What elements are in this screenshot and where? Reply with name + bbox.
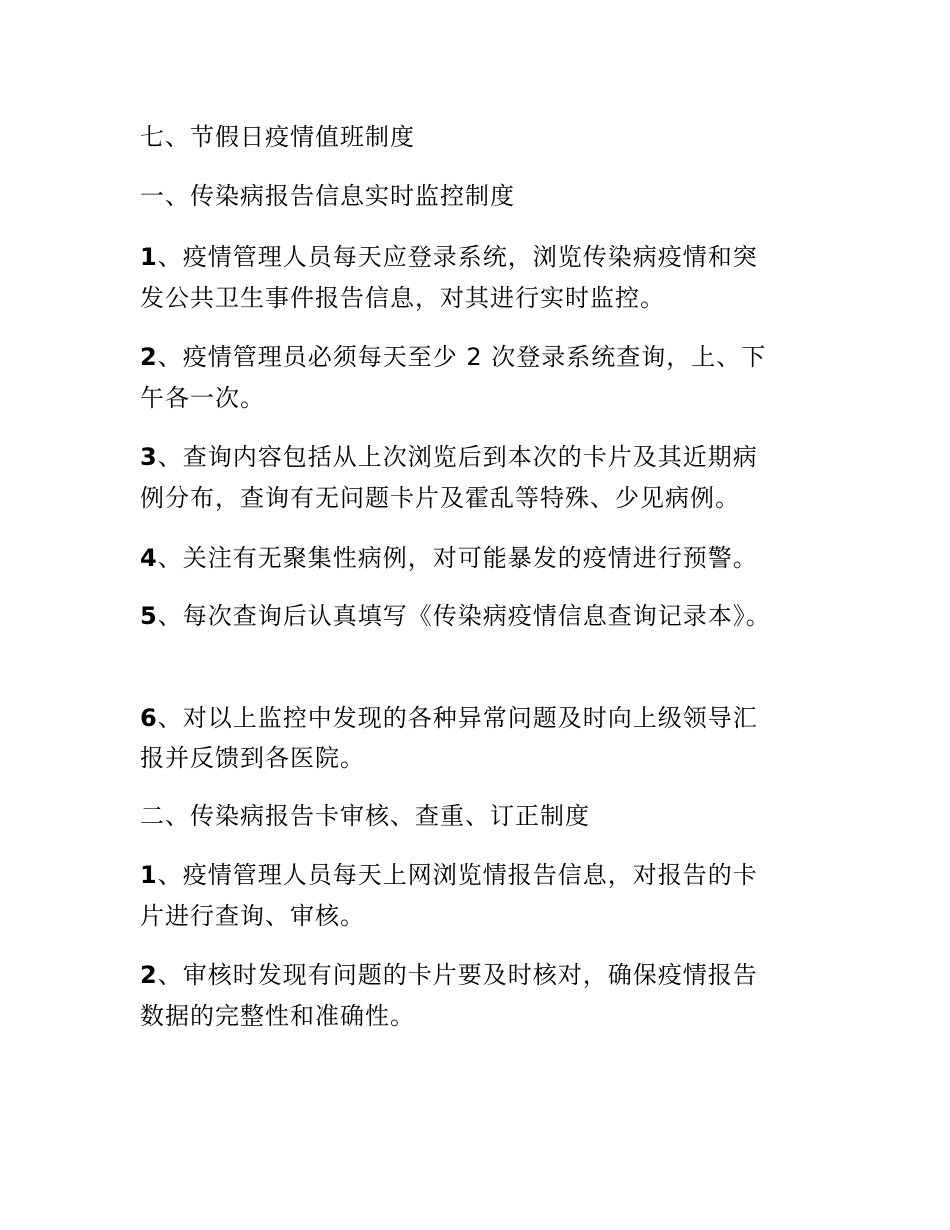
paragraph-line: 报并反馈到各医院。	[140, 744, 365, 772]
heading-section-1: 一、传染病报告信息实时监控制度	[140, 182, 515, 210]
paragraph-line: 1、疫情管理人员每天上网浏览情报告信息，对报告的卡	[140, 861, 758, 889]
paragraph-line: 发公共卫生事件报告信息，对其进行实时监控。	[140, 284, 665, 312]
paragraph-line: 6、对以上监控中发现的各种异常问题及时向上级领导汇	[140, 704, 758, 732]
paragraph-line: 3、查询内容包括从上次浏览后到本次的卡片及其近期病	[140, 443, 758, 471]
paragraph-line: 例分布，查询有无问题卡片及霍乱等特殊、少见病例。	[140, 484, 740, 512]
paragraph-line: 5、每次查询后认真填写《传染病疫情信息查询记录本》。	[140, 602, 771, 630]
paragraph-line: 片进行查询、审核。	[140, 902, 365, 930]
heading-holiday-duty: 七、节假日疫情值班制度	[140, 123, 415, 151]
paragraph-line: 数据的完整性和准确性。	[140, 1002, 415, 1030]
paragraph-line: 2、疫情管理员必须每天至少 2 次登录系统查询，上、下	[140, 343, 767, 371]
heading-section-2: 二、传染病报告卡审核、查重、订正制度	[140, 802, 590, 830]
paragraph-line: 4、关注有无聚集性病例，对可能暴发的疫情进行预警。	[140, 544, 758, 572]
paragraph-line: 1、疫情管理人员每天应登录系统，浏览传染病疫情和突	[140, 243, 758, 271]
paragraph-line: 2、审核时发现有问题的卡片要及时核对，确保疫情报告	[140, 961, 758, 989]
paragraph-line: 午各一次。	[140, 384, 265, 412]
